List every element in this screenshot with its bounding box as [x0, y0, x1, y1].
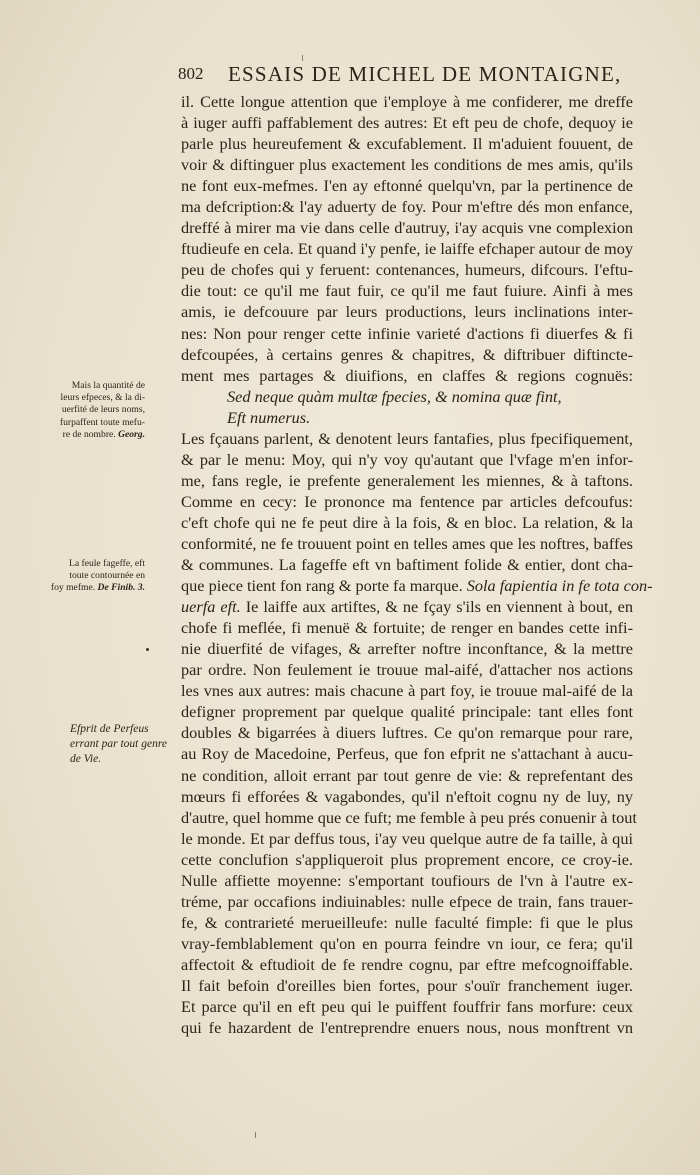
text-line: mœurs fi efforées & vagabondes, qu'il n'eftoit cognu ny de luy, ny: [181, 786, 633, 806]
main-text-block: [181, 91, 653, 1038]
text-line: qui fe hazardent de l'entreprendre enuers nous, nous monftrent vn: [181, 1018, 633, 1038]
text-line: à iuger auffi paffablement des autres: Et eft peu de chofe, dequoy ie: [181, 113, 633, 133]
text-line: defcoupées, à certains genres & chapitres, & diftribuer diftincte-: [181, 344, 633, 364]
paragraph-1: [181, 91, 633, 386]
text-line: tréme, par occafions indiuinables: nulle efpece de train, fans trauer-: [181, 891, 633, 911]
text-line: nes: Non pour renger cette infinie varieté d'actions fi diuerfes & fi: [181, 323, 633, 343]
text-line: die tout: ce qu'il me faut fuir, ce qu'il me faut fuiure. Ainfi à mes: [181, 281, 633, 301]
text-line: Et parce qu'il en eft peu qui le puiffent fouffrir fans morfure: ceux: [181, 997, 633, 1017]
text-line-with-quote: [181, 596, 633, 617]
text-line: amis, ie defcouure par leurs productions, leurs inclinations inter-: [181, 302, 633, 322]
margin-note-text: foy mefme.: [50, 582, 96, 594]
text-line: le monde. Et par deffus tous, i'ay veu quelque autre de fa taille, à qui: [181, 828, 633, 848]
text-line: ma defcription:& l'ay aduerty de foy. Pour m'eftre dés mon enfance,: [181, 197, 633, 217]
margin-note-perseus: [70, 722, 170, 767]
text-line: Comme en cecy: Ie prononce ma fentence par articles defcoufus:: [181, 491, 633, 511]
margin-dot: [146, 648, 149, 651]
text-line: Nulle affiette moyenne: s'emportant toufiours de l'vn à l'autre ex-: [181, 870, 633, 890]
text-span: Ie laiffe aux artiftes, & ne fçay s'ils en viennent à bout, en: [245, 597, 634, 617]
text-line: les vnes aux autres: mais chacune à part foy, ie trouue mal-aifé de la: [181, 681, 633, 701]
text-line: defigner proprement par quelque qualité principale: tant elles font: [181, 702, 633, 722]
margin-note-line: Efprit de Perfeus: [70, 723, 149, 735]
text-line: me, fans regle, ie prefente generalement les miennes, & à taftons.: [181, 470, 633, 490]
text-line: chofe fi meflée, fi menuë & fortuite; de renger en bandes cette infi-: [181, 618, 633, 638]
margin-note-line: uerfité de leurs noms,: [61, 404, 145, 416]
text-span: que piece tient fon rang & porte fa marque.: [181, 576, 463, 596]
text-line: conformité, ne fe trouuent point en telles ames que les noftres, baffes: [181, 533, 633, 553]
margin-note-line: Mais la quantité de: [71, 380, 145, 391]
text-line: fe, & contrarieté merueilleufe: nulle faculté fimple: fi que le plus: [181, 912, 633, 932]
text-line: ne font eux-mefmes. I'en ay eftonné quelqu'vn, par la pertinence de: [181, 176, 633, 196]
paragraph-2: [181, 428, 653, 1038]
text-line: vray-femblablement qu'on en pourra feindre vn iour, ce fera; qu'il: [181, 933, 633, 953]
text-line: parle plus heureufement & excufablement. Il m'aduient fouuent, de: [181, 134, 633, 154]
text-line-with-quote: [181, 575, 653, 596]
verse-line: Eft numerus.: [227, 407, 311, 427]
text-line: cette conclufion s'appliqueroit plus proprement encore, ce croy-ie.: [181, 849, 633, 869]
text-line: voir & diftinguer plus exactement les conditions de mes amis, qu'ils: [181, 155, 633, 175]
text-line: doubles & bigarrées à diuers luftres. Ce qu'on remarque pour rare,: [181, 723, 633, 743]
text-line: ftudieufe en cela. Et quand i'y penfe, ie laiffe efchaper autour de moy: [181, 239, 633, 259]
margin-note-de-finibus: [45, 558, 145, 595]
citation-source: De Finib. 3.: [97, 582, 145, 594]
margin-note-line: errant par tout genre: [70, 738, 167, 750]
margin-note-line: toute contournée en: [69, 570, 145, 582]
running-title: ESSAIS DE MICHEL DE MONTAIGNE,: [228, 62, 622, 86]
print-mark: [302, 55, 303, 61]
margin-note-line: de Vie.: [70, 753, 102, 765]
text-line: affectoit & eftudioit de fe rendre cognu, par eftre mefcognoiffable.: [181, 954, 633, 974]
text-line: ment mes partages & diuifions, en claffes & regions cognuës:: [181, 365, 633, 385]
margin-note-line: [45, 429, 145, 441]
text-line: par ordre. Non feulement ie trouue mal-aifé, d'attacher nos actions: [181, 660, 633, 680]
latin-quote: Sola fapientia in fe tota con-: [466, 576, 653, 596]
text-line: nie diuerfité de vifages, & arrefter noftre inconftance, & la mettre: [181, 639, 633, 659]
text-line: il. Cette longue attention que i'employe à me confiderer, me dreffe: [181, 92, 633, 111]
text-line: & communes. La fageffe eft vn baftiment folide & entier, dont cha-: [181, 555, 633, 575]
text-line: peu de chofes qui y feruent: contenances, humeurs, difcours. I'eftu-: [181, 260, 633, 280]
page-header: [178, 62, 622, 90]
margin-note-text: re de nombre.: [62, 428, 116, 440]
text-line: & par le menu: Moy, qui n'y voy qu'autant que l'vfage m'en infor-: [181, 449, 633, 469]
text-line: au Roy de Macedoine, Perfeus, que fon efprit ne s'attachant à aucu-: [181, 744, 633, 764]
text-line: Les fçauans parlent, & denotent leurs fantafies, plus fpecifiquement,: [181, 428, 633, 448]
text-line: d'autre, quel homme que ce fuft; me femble à peu prés conuenir à tout: [181, 807, 637, 827]
margin-note-line: furpaffent toute mefu-: [59, 416, 145, 428]
verse-line: Sed neque quàm multæ fpecies, & nomina quæ fint,: [227, 386, 562, 406]
verse-quotation: [181, 386, 633, 428]
text-line: Il fait befoin d'oreilles bien fortes, pour s'ouïr franchement iuger.: [181, 975, 633, 995]
citation-source: Georg.: [118, 428, 145, 440]
page-number: 802: [178, 64, 204, 83]
margin-note-line: [45, 582, 145, 594]
text-line: ne condition, alloit errant par tout genre de vie: & reprefentant des: [181, 765, 633, 785]
margin-note-georgics: [45, 380, 145, 441]
print-mark: [255, 1132, 256, 1138]
margin-note-line: La feule fageffe, eft: [69, 558, 145, 569]
text-line: c'eft chofe qui ne fe peut dire à la fois, & en bloc. La relation, & la: [181, 512, 633, 532]
latin-quote: uerfa eft.: [181, 597, 241, 617]
text-line: dreffé à mirer ma vie dans celle d'autruy, i'ay acquis vne complexion: [181, 218, 633, 238]
margin-note-line: leurs efpeces, & la di-: [60, 392, 145, 404]
